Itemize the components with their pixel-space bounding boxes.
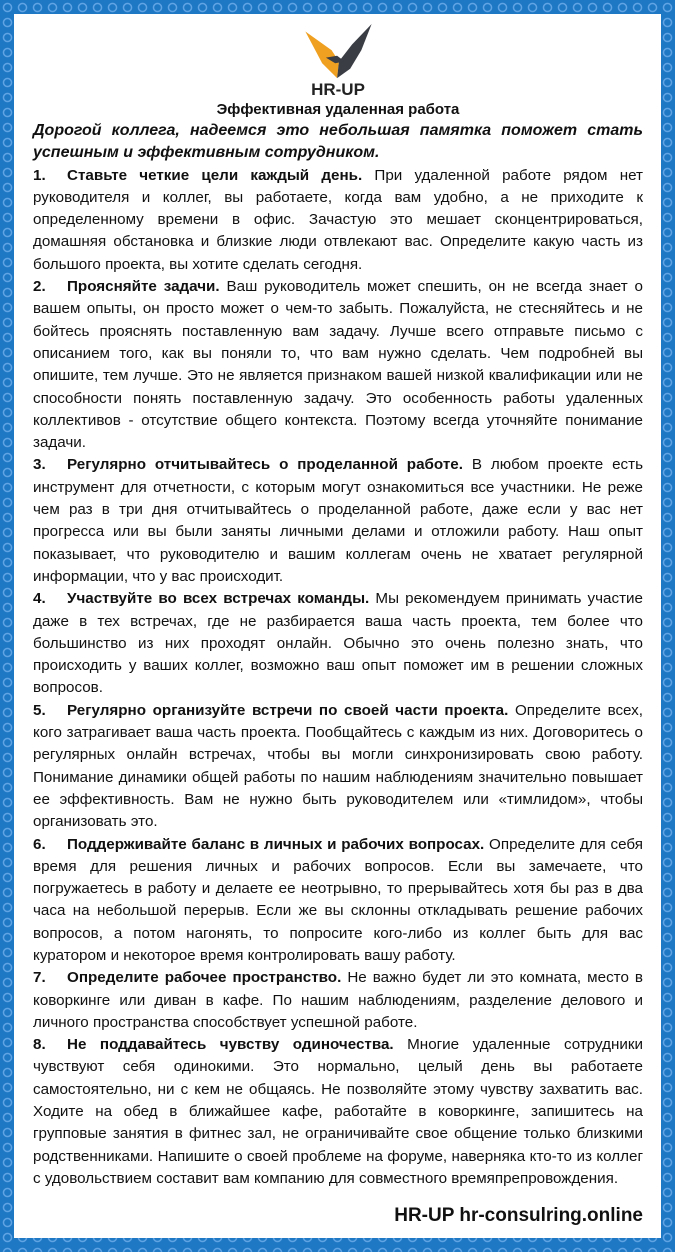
item-number: 4. [33,590,46,608]
item-text: При удаленной работе рядом нет руководителя и коллег, вы работаете, когда вам удобно, а не приходите к определенному времени в офис. Зачастую это мешает сконцентрироваться, домашняя обстановка и близкие люди отвлекают вас. Определите какую часть из большого проекта, вы хотите сделать сегодня. [33,166,644,273]
list-item [33,454,643,588]
item-number: 7. [33,969,46,987]
item-text: В любом проекте есть инструмент для отчетности, с которым могут ознакомиться все участники. Не реже чем раз в три дня отчитывайтесь о проделанной работе, даже если у вас нет прогресса или вы были заняты личными делами и отложили работу. Наш опыт показывает, что руководителю и вашим коллегам очень не хватает регулярной информации, что у вас происходит. [33,456,643,585]
hr-up-logo-icon [301,24,376,80]
list-item [33,834,643,968]
item-number: 3. [33,456,46,474]
item-number: 1. [33,166,46,184]
item-heading: Проясняйте задачи. [67,278,220,296]
memo-sheet [14,14,661,1238]
item-number: 6. [33,835,46,853]
item-text: Определите всех, кого затрагивает ваша часть проекта. Пообщайтесь с каждым из них. Договоритесь о регулярных онлайн встречах, чтобы вы могли синхронизировать свою работу. Понимание динамики общей работы по нашим наблюдениям значительно повышает ее эффективность. Вам не нужно быть руководителем или «тимлидом», чтобы организовать это. [33,701,643,831]
item-heading: Определите рабочее пространство. [67,969,342,987]
item-number: 2. [33,278,46,296]
item-text: Многие удаленные сотрудники чувствуют себя одинокими. Это нормально, целый день вы работаете самостоятельно, ни с кем не общаясь. Не позволяйте этому чувству захватить вас. Ходите на обед в ближайшее кафе, работайте в коворкинге, запишитесь на групповые занятия в фитнес зал, не ограничивайте свое общение только близкими родственниками. Напишите о своей проблеме на форуме, наверняка кто-то из коллег с удовольствием составит вам компанию для совместного времяпрепровождения. [33,1036,643,1187]
memo-content [33,120,643,1190]
intro-text: Дорогой коллега, надеемся это небольшая памятка поможет стать успешным и эффективным сотрудником. [33,122,643,162]
list-item [33,700,643,834]
list-item [33,967,643,1034]
list-item [33,165,643,276]
item-heading: Ставьте четкие цели каждый день. [67,166,363,184]
item-text: Ваш руководитель может спешить, он не всегда знает о вашем опыты, он просто может о чем-то забыть. Пожалуйста, не стесняйтесь и не бойтесь прояснять поставленную вам задачу. Лучше всего отправьте письмо с описанием того, как вы поняли то, что вам нужно сделать. Чем подробней вы опишите, тем лучше. Это не является признаком вашей низкой квалификации или не способности понять поставленную задачу. Это особенность работы удаленных коллективов - отсутствие общего контекста. Поэтому всегда уточняйте понимание задачи. [33,278,644,452]
spacer [33,1190,643,1204]
brand-name: HR-UP [311,80,365,99]
item-heading: Регулярно организуйте встречи по своей части проекта. [67,701,509,719]
item-heading: Участвуйте во всех встречах команды. [67,590,370,608]
item-heading: Регулярно отчитывайтесь о проделанной работе. [67,456,463,474]
tips-list [33,165,643,1191]
item-number: 5. [33,701,46,719]
item-text: Определите для себя время для решения личных и рабочих вопросов. Если вы замечаете, что погружаетесь в работу и делаете ее неотрывно, то прерывайтесь хотя бы раз в два часа на небольшой перерыв. Если же вы склонны откладывать решение рабочих вопросов, а потом нагонять, то попросите кого-либо из коллег быть для вас куратором и некоторое время контролировать вашу работу. [33,835,644,964]
list-item [33,276,643,454]
page-title: Эффективная удаленная работа [216,101,460,118]
list-item [33,1034,643,1190]
item-text: Мы рекомендуем принимать участие даже в тех встречах, где не разбирается ваша часть проекта, тем более что большинство из них проходят онлайн. Обычно это очень полезно знать, что происходить у ваших коллег, возможно ваш опыт поможет им в решении сложных вопросов. [33,590,643,697]
item-number: 8. [33,1036,46,1054]
list-item [33,588,643,699]
item-heading: Не поддавайтесь чувству одиночества. [67,1036,394,1054]
item-text: Не важно будет ли это комната, место в коворкинге или диван в кафе. По нашим наблюдениям, разделение делового и личного пространства способствует успешной работе. [33,969,643,1031]
footer-site: HR-UP hr-consulring.online [394,1205,643,1227]
item-heading: Поддерживайте баланс в личных и рабочих вопросах. [67,835,485,853]
